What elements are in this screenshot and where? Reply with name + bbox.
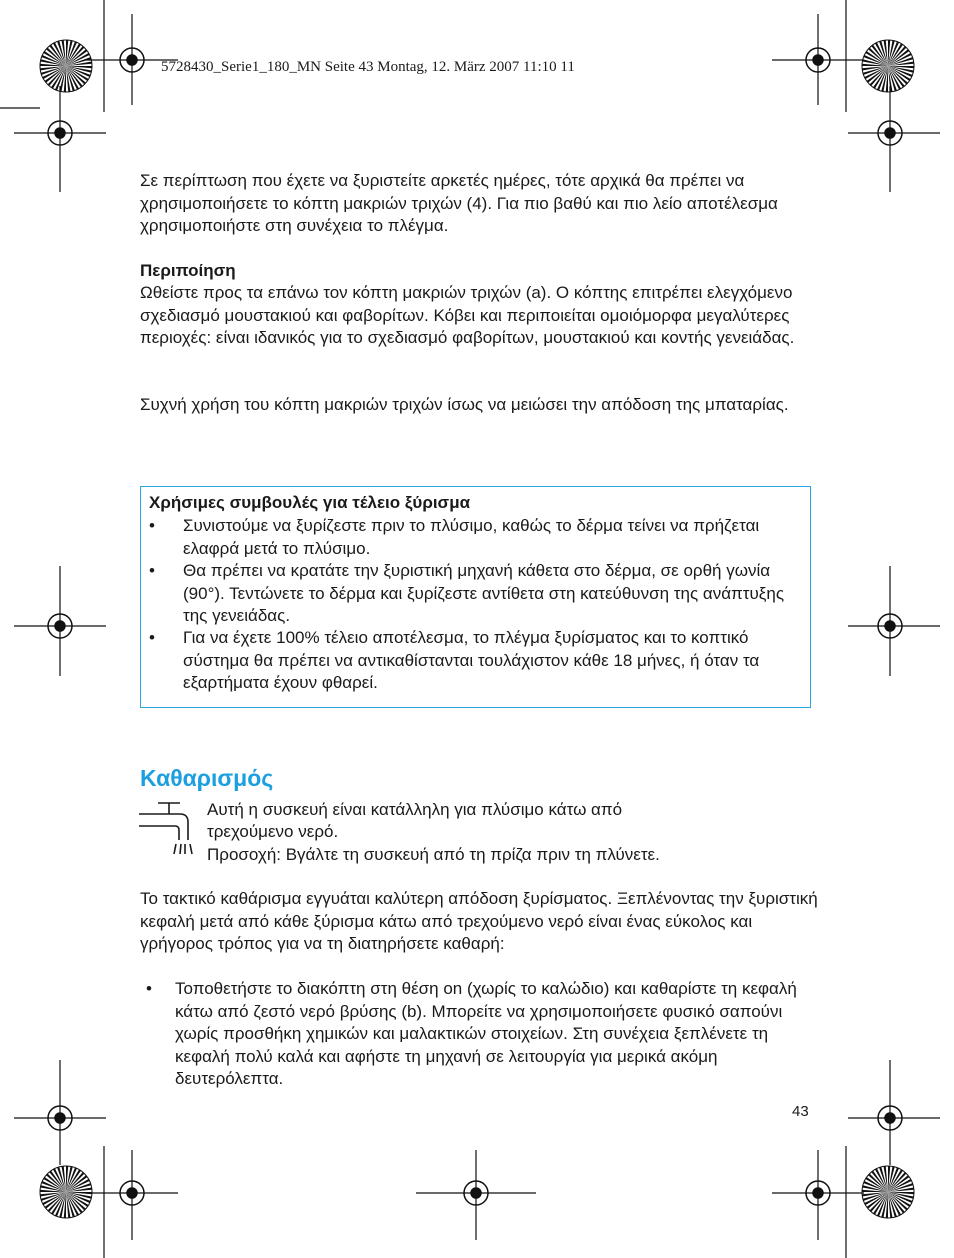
battery-note: Συχνή χρήση του κόπτη μακριών τριχών ίσως να μειώσει την απόδοση της μπαταρίας.: [140, 395, 789, 414]
tip-text: Συνιστούμε να ξυρίζεστε πριν το πλύσιμο, καθώς το δέρμα τείνει να πρήζεται ελαφρά μετά το πλύσιμο.: [183, 516, 760, 558]
cleaning-title: Καθαρισμός: [140, 765, 274, 791]
print-slug-header: 5728430_Serie1_180_MN Seite 43 Montag, 12. März 2007 11:10 11: [161, 59, 575, 75]
washable-line-2: τρεχούμενο νερό.: [207, 822, 339, 841]
tips-box: [140, 486, 811, 708]
grooming-paragraph: Ωθείστε προς τα επάνω τον κόπτη μακριών τριχών (a). Ο κόπτης επιτρέπει ελεγχόμενο σχεδιασμό μουστακιού και φαβορίτων. Κόβει και περιποιείται ομοιόμορφα μεγαλύτερες περιοχές: είναι ιδανικός για το σχεδιασμό φαβορίτων, μουστακιού και κοντής γενειάδας.: [140, 283, 795, 347]
starburst-mark: [40, 40, 92, 92]
bullet-icon: •: [146, 979, 152, 998]
unplug-warning: Προσοχή: Βγάλτε τη συσκευή από τη πρίζα πριν τη πλύνετε.: [207, 845, 660, 864]
tips-list-item: [149, 560, 804, 628]
starburst-mark: [862, 40, 914, 92]
tips-title: Χρήσιμες συμβουλές για τέλειο ξύρισμα: [149, 493, 471, 512]
starburst-mark: [862, 1166, 914, 1218]
cleaning-step-text: Τοποθετήστε το διακόπτη στη θέση on (χωρίς το καλώδιο) και καθαρίστε τη κεφαλή κάτω από ζεστό νερό βρύσης (b). Μπορείτε να χρησιμοποιήσετε φυσικό σαπούνι χωρίς προσθήκη χημικών και μαλακτικών στοιχείων. Στη συνέχεια ξεπλένετε τη κεφαλή πολύ καλά και αφήστε τη μηχανή σε λειτουργία για μερικά ακόμη δευτερόλεπτα.: [175, 979, 797, 1088]
grooming-heading: Περιποίηση: [140, 261, 236, 280]
cleaning-paragraph: Το τακτικό καθάρισμα εγγυάται καλύτερη απόδοση ξυρίσματος. Ξεπλένοντας την ξυριστική κεφαλή μετά από κάθε ξύρισμα κάτω από τρεχούμενο νερό είναι ένας εύκολος και γρήγορος τρόπος για να τη διατηρήσετε καθαρή:: [140, 889, 818, 953]
cleaning-list-item: [140, 978, 820, 1091]
page-number: 43: [792, 1103, 809, 1120]
tip-text: Για να έχετε 100% τέλειο αποτέλεσμα, το πλέγμα ξυρίσματος και το κοπτικό σύστημα θα πρέπει να αντικαθίστανται τουλάχιστον κάθε 18 μήνες, ή όταν τα εξαρτήματα έχουν φθαρεί.: [183, 628, 760, 692]
tips-list-item: [149, 515, 804, 560]
bullet-icon: •: [149, 516, 155, 535]
tip-text: Θα πρέπει να κρατάτε την ξυριστική μηχανή κάθετα στο δέρμα, σε ορθή γωνία (90°). Τεντώνετε το δέρμα και ξυρίζεστε αντίθετα στη κατεύθυνση της ανάπτυξης της γενειάδας.: [183, 561, 785, 625]
bullet-icon: •: [149, 561, 155, 580]
bullet-icon: •: [149, 628, 155, 647]
tips-list-item: [149, 627, 804, 695]
starburst-mark: [40, 1166, 92, 1218]
washable-line-1: Αυτή η συσκευή είναι κατάλληλη για πλύσιμο κάτω από: [207, 800, 623, 819]
tap-water-icon: [138, 800, 194, 858]
intro-paragraph: Σε περίπτωση που έχετε να ξυριστείτε αρκετές ημέρες, τότε αρχικά θα πρέπει να χρησιμοποιήσετε το κόπτη μακριών τριχών (4). Για πιο βαθύ και πιο λείο αποτέλεσμα χρησιμοποιήστε στη συνέχεια το πλέγμα.: [140, 171, 778, 235]
